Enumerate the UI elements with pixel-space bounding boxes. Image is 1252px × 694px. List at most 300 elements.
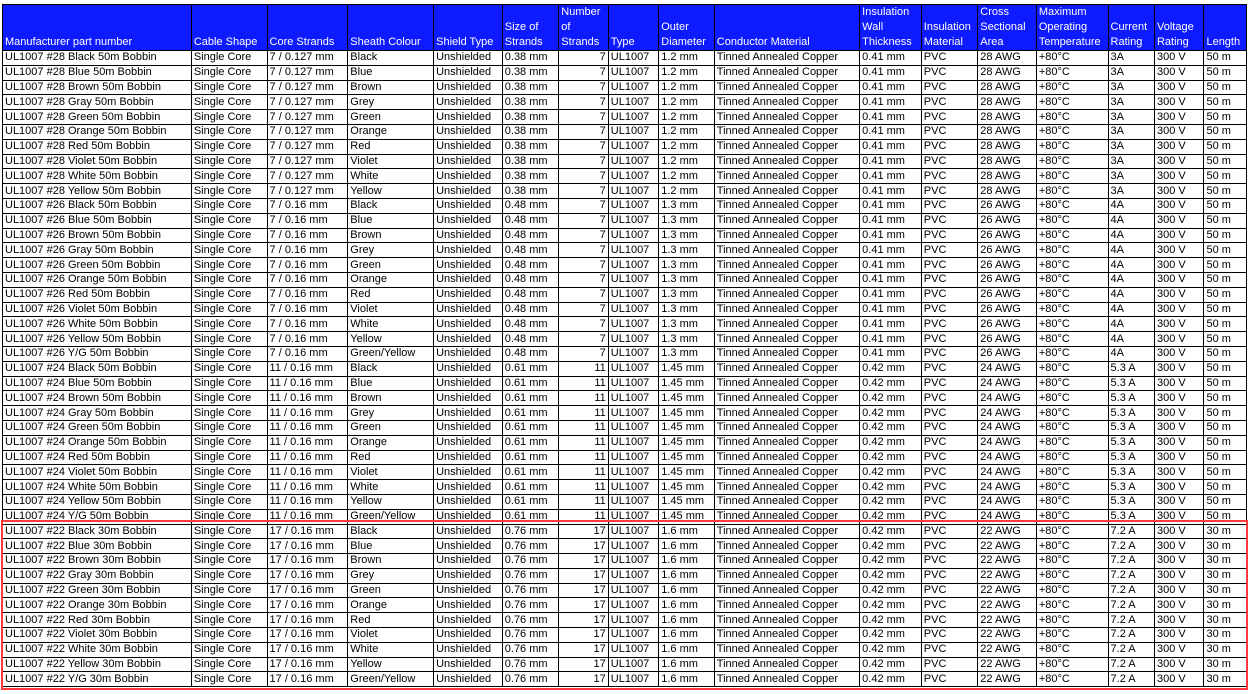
table-cell[interactable]: 50 m: [1204, 272, 1247, 287]
table-cell[interactable]: 7: [559, 51, 608, 66]
table-cell[interactable]: +80°C: [1036, 258, 1108, 273]
table-cell[interactable]: UL1007: [608, 302, 658, 317]
table-cell[interactable]: 7: [559, 154, 608, 169]
table-cell[interactable]: Single Core: [191, 613, 267, 628]
table-cell[interactable]: 50 m: [1204, 110, 1247, 125]
table-cell[interactable]: +80°C: [1036, 317, 1108, 332]
table-cell[interactable]: 11: [559, 435, 608, 450]
table-cell[interactable]: Unshielded: [434, 406, 503, 421]
column-header[interactable]: Sheath Colour: [348, 5, 434, 51]
table-cell[interactable]: 50 m: [1204, 198, 1247, 213]
table-cell[interactable]: 17 / 0.16 mm: [267, 568, 348, 583]
table-cell[interactable]: 50 m: [1204, 124, 1247, 139]
table-cell[interactable]: 300 V: [1154, 80, 1203, 95]
table-cell[interactable]: Single Core: [191, 420, 267, 435]
table-cell[interactable]: +80°C: [1036, 243, 1108, 258]
table-cell[interactable]: Unshielded: [434, 554, 503, 569]
table-cell[interactable]: UL1007: [608, 568, 658, 583]
table-cell[interactable]: 1.45 mm: [659, 450, 715, 465]
table-cell[interactable]: 1.3 mm: [659, 272, 715, 287]
table-cell[interactable]: 300 V: [1154, 287, 1203, 302]
table-cell[interactable]: 0.41 mm: [860, 272, 922, 287]
table-cell[interactable]: 300 V: [1154, 65, 1203, 80]
table-cell[interactable]: +80°C: [1036, 568, 1108, 583]
table-cell[interactable]: UL1007: [608, 480, 658, 495]
table-cell[interactable]: 3A: [1108, 65, 1154, 80]
table-cell[interactable]: Red: [348, 287, 434, 302]
table-cell[interactable]: +80°C: [1036, 376, 1108, 391]
table-cell[interactable]: Single Core: [191, 568, 267, 583]
table-cell[interactable]: 1.45 mm: [659, 480, 715, 495]
table-cell[interactable]: 24 AWG: [978, 480, 1037, 495]
column-header[interactable]: Cross Sectional Area: [978, 5, 1037, 51]
table-cell[interactable]: 26 AWG: [978, 213, 1037, 228]
table-cell[interactable]: Single Core: [191, 154, 267, 169]
table-cell[interactable]: 7 / 0.127 mm: [267, 154, 348, 169]
table-cell[interactable]: 300 V: [1154, 420, 1203, 435]
table-cell[interactable]: UL1007 #24 Yellow 50m Bobbin: [3, 494, 192, 509]
table-cell[interactable]: 22 AWG: [978, 598, 1037, 613]
table-cell[interactable]: Tinned Annealed Copper: [714, 391, 859, 406]
table-cell[interactable]: 0.42 mm: [860, 628, 922, 643]
table-cell[interactable]: UL1007 #22 Brown 30m Bobbin: [3, 554, 192, 569]
table-cell[interactable]: 4A: [1108, 213, 1154, 228]
table-cell[interactable]: 50 m: [1204, 169, 1247, 184]
table-cell[interactable]: UL1007: [608, 124, 658, 139]
table-cell[interactable]: 0.38 mm: [502, 80, 559, 95]
table-cell[interactable]: 50 m: [1204, 287, 1247, 302]
table-cell[interactable]: 7.2 A: [1108, 539, 1154, 554]
table-cell[interactable]: 7.2 A: [1108, 568, 1154, 583]
table-cell[interactable]: UL1007 #26 Gray 50m Bobbin: [3, 243, 192, 258]
table-cell[interactable]: 3A: [1108, 110, 1154, 125]
table-cell[interactable]: 0.42 mm: [860, 642, 922, 657]
table-cell[interactable]: 7: [559, 332, 608, 347]
table-cell[interactable]: PVC: [921, 154, 978, 169]
table-cell[interactable]: Single Core: [191, 184, 267, 199]
table-cell[interactable]: Tinned Annealed Copper: [714, 406, 859, 421]
table-cell[interactable]: +80°C: [1036, 346, 1108, 361]
table-cell[interactable]: UL1007: [608, 672, 658, 687]
table-cell[interactable]: 0.42 mm: [860, 524, 922, 539]
table-cell[interactable]: UL1007 #22 Y/G 30m Bobbin: [3, 672, 192, 687]
table-cell[interactable]: +80°C: [1036, 361, 1108, 376]
table-cell[interactable]: 17 / 0.16 mm: [267, 539, 348, 554]
table-cell[interactable]: 5.3 A: [1108, 391, 1154, 406]
table-cell[interactable]: Tinned Annealed Copper: [714, 435, 859, 450]
table-cell[interactable]: 0.48 mm: [502, 258, 559, 273]
table-cell[interactable]: 7 / 0.127 mm: [267, 184, 348, 199]
table-cell[interactable]: 26 AWG: [978, 272, 1037, 287]
table-cell[interactable]: 28 AWG: [978, 124, 1037, 139]
table-cell[interactable]: 0.41 mm: [860, 198, 922, 213]
table-cell[interactable]: +80°C: [1036, 598, 1108, 613]
table-cell[interactable]: Tinned Annealed Copper: [714, 154, 859, 169]
table-cell[interactable]: Single Core: [191, 524, 267, 539]
table-cell[interactable]: Black: [348, 524, 434, 539]
table-cell[interactable]: Unshielded: [434, 139, 503, 154]
table-cell[interactable]: Unshielded: [434, 539, 503, 554]
table-cell[interactable]: Unshielded: [434, 95, 503, 110]
table-cell[interactable]: 4A: [1108, 228, 1154, 243]
table-cell[interactable]: 300 V: [1154, 169, 1203, 184]
table-cell[interactable]: Tinned Annealed Copper: [714, 465, 859, 480]
table-cell[interactable]: White: [348, 480, 434, 495]
table-cell[interactable]: Unshielded: [434, 124, 503, 139]
table-cell[interactable]: 24 AWG: [978, 494, 1037, 509]
column-header[interactable]: Length: [1204, 5, 1247, 51]
table-cell[interactable]: 0.61 mm: [502, 480, 559, 495]
table-cell[interactable]: 50 m: [1204, 228, 1247, 243]
table-cell[interactable]: 0.48 mm: [502, 287, 559, 302]
table-cell[interactable]: PVC: [921, 376, 978, 391]
table-cell[interactable]: Green: [348, 583, 434, 598]
table-cell[interactable]: Unshielded: [434, 509, 503, 524]
table-cell[interactable]: UL1007: [608, 198, 658, 213]
table-cell[interactable]: 11 / 0.16 mm: [267, 420, 348, 435]
table-cell[interactable]: 0.61 mm: [502, 420, 559, 435]
table-cell[interactable]: +80°C: [1036, 302, 1108, 317]
table-cell[interactable]: PVC: [921, 302, 978, 317]
table-cell[interactable]: PVC: [921, 628, 978, 643]
table-cell[interactable]: Unshielded: [434, 51, 503, 66]
table-cell[interactable]: 0.42 mm: [860, 480, 922, 495]
table-cell[interactable]: 7: [559, 124, 608, 139]
table-cell[interactable]: Unshielded: [434, 583, 503, 598]
table-cell[interactable]: +80°C: [1036, 583, 1108, 598]
table-cell[interactable]: 11 / 0.16 mm: [267, 406, 348, 421]
table-cell[interactable]: +80°C: [1036, 287, 1108, 302]
table-cell[interactable]: 1.45 mm: [659, 376, 715, 391]
table-cell[interactable]: 300 V: [1154, 554, 1203, 569]
table-cell[interactable]: PVC: [921, 95, 978, 110]
table-cell[interactable]: Green: [348, 110, 434, 125]
table-cell[interactable]: Unshielded: [434, 465, 503, 480]
table-cell[interactable]: Tinned Annealed Copper: [714, 110, 859, 125]
table-cell[interactable]: Red: [348, 613, 434, 628]
column-header[interactable]: Insulation Wall Thickness: [860, 5, 922, 51]
table-cell[interactable]: 300 V: [1154, 406, 1203, 421]
table-cell[interactable]: 0.48 mm: [502, 243, 559, 258]
table-cell[interactable]: UL1007: [608, 95, 658, 110]
table-cell[interactable]: 0.48 mm: [502, 302, 559, 317]
table-cell[interactable]: PVC: [921, 169, 978, 184]
table-cell[interactable]: 7 / 0.16 mm: [267, 243, 348, 258]
table-cell[interactable]: 22 AWG: [978, 628, 1037, 643]
table-cell[interactable]: +80°C: [1036, 272, 1108, 287]
table-cell[interactable]: UL1007 #26 Blue 50m Bobbin: [3, 213, 192, 228]
table-cell[interactable]: 1.3 mm: [659, 317, 715, 332]
table-cell[interactable]: 1.6 mm: [659, 642, 715, 657]
table-cell[interactable]: 300 V: [1154, 243, 1203, 258]
table-cell[interactable]: 1.2 mm: [659, 65, 715, 80]
table-cell[interactable]: Single Core: [191, 95, 267, 110]
table-cell[interactable]: 0.41 mm: [860, 287, 922, 302]
table-cell[interactable]: Unshielded: [434, 391, 503, 406]
table-cell[interactable]: 50 m: [1204, 406, 1247, 421]
table-cell[interactable]: UL1007: [608, 613, 658, 628]
table-cell[interactable]: 50 m: [1204, 184, 1247, 199]
table-cell[interactable]: Grey: [348, 243, 434, 258]
table-cell[interactable]: UL1007 #22 Violet 30m Bobbin: [3, 628, 192, 643]
table-cell[interactable]: PVC: [921, 435, 978, 450]
table-cell[interactable]: Single Core: [191, 583, 267, 598]
table-cell[interactable]: 7 / 0.16 mm: [267, 258, 348, 273]
table-cell[interactable]: Tinned Annealed Copper: [714, 539, 859, 554]
table-cell[interactable]: 0.42 mm: [860, 672, 922, 687]
table-cell[interactable]: UL1007: [608, 243, 658, 258]
table-cell[interactable]: 7.2 A: [1108, 524, 1154, 539]
table-cell[interactable]: Single Core: [191, 376, 267, 391]
table-cell[interactable]: 50 m: [1204, 361, 1247, 376]
table-cell[interactable]: White: [348, 642, 434, 657]
table-cell[interactable]: 5.3 A: [1108, 480, 1154, 495]
table-cell[interactable]: Grey: [348, 568, 434, 583]
table-cell[interactable]: UL1007 #28 Violet 50m Bobbin: [3, 154, 192, 169]
table-cell[interactable]: 11 / 0.16 mm: [267, 480, 348, 495]
column-header[interactable]: Core Strands: [267, 5, 348, 51]
table-cell[interactable]: Violet: [348, 628, 434, 643]
table-cell[interactable]: Tinned Annealed Copper: [714, 51, 859, 66]
table-cell[interactable]: 1.3 mm: [659, 228, 715, 243]
table-cell[interactable]: 5.3 A: [1108, 465, 1154, 480]
table-cell[interactable]: +80°C: [1036, 154, 1108, 169]
column-header[interactable]: Number of Strands: [559, 5, 608, 51]
table-cell[interactable]: +80°C: [1036, 406, 1108, 421]
table-cell[interactable]: UL1007: [608, 272, 658, 287]
table-cell[interactable]: +80°C: [1036, 184, 1108, 199]
table-cell[interactable]: Yellow: [348, 332, 434, 347]
table-cell[interactable]: Orange: [348, 272, 434, 287]
table-cell[interactable]: UL1007 #28 Brown 50m Bobbin: [3, 80, 192, 95]
table-cell[interactable]: Unshielded: [434, 65, 503, 80]
table-cell[interactable]: 26 AWG: [978, 243, 1037, 258]
table-cell[interactable]: PVC: [921, 258, 978, 273]
table-cell[interactable]: Tinned Annealed Copper: [714, 169, 859, 184]
table-cell[interactable]: 17 / 0.16 mm: [267, 583, 348, 598]
table-cell[interactable]: 1.3 mm: [659, 198, 715, 213]
column-header[interactable]: Manufacturer part number: [3, 5, 192, 51]
table-cell[interactable]: UL1007 #28 Orange 50m Bobbin: [3, 124, 192, 139]
table-cell[interactable]: PVC: [921, 450, 978, 465]
table-cell[interactable]: 1.3 mm: [659, 346, 715, 361]
table-cell[interactable]: 1.2 mm: [659, 51, 715, 66]
table-cell[interactable]: 7.2 A: [1108, 583, 1154, 598]
table-cell[interactable]: 11 / 0.16 mm: [267, 391, 348, 406]
table-cell[interactable]: 50 m: [1204, 139, 1247, 154]
table-cell[interactable]: Single Core: [191, 361, 267, 376]
table-cell[interactable]: 7: [559, 317, 608, 332]
table-cell[interactable]: 24 AWG: [978, 450, 1037, 465]
table-cell[interactable]: 28 AWG: [978, 80, 1037, 95]
table-cell[interactable]: 50 m: [1204, 65, 1247, 80]
table-cell[interactable]: UL1007 #28 Gray 50m Bobbin: [3, 95, 192, 110]
table-cell[interactable]: +80°C: [1036, 420, 1108, 435]
table-cell[interactable]: Black: [348, 51, 434, 66]
table-cell[interactable]: PVC: [921, 51, 978, 66]
table-cell[interactable]: 0.38 mm: [502, 95, 559, 110]
table-cell[interactable]: 0.41 mm: [860, 317, 922, 332]
table-cell[interactable]: Grey: [348, 95, 434, 110]
table-cell[interactable]: 1.3 mm: [659, 287, 715, 302]
table-cell[interactable]: Tinned Annealed Copper: [714, 568, 859, 583]
table-cell[interactable]: Red: [348, 139, 434, 154]
table-cell[interactable]: UL1007: [608, 65, 658, 80]
table-cell[interactable]: PVC: [921, 657, 978, 672]
table-cell[interactable]: Unshielded: [434, 420, 503, 435]
table-cell[interactable]: 0.41 mm: [860, 80, 922, 95]
table-cell[interactable]: 0.76 mm: [502, 568, 559, 583]
table-cell[interactable]: UL1007 #22 Yellow 30m Bobbin: [3, 657, 192, 672]
table-cell[interactable]: UL1007: [608, 376, 658, 391]
table-cell[interactable]: PVC: [921, 346, 978, 361]
table-cell[interactable]: UL1007: [608, 317, 658, 332]
table-cell[interactable]: 0.61 mm: [502, 494, 559, 509]
table-cell[interactable]: UL1007 #28 Yellow 50m Bobbin: [3, 184, 192, 199]
table-cell[interactable]: 17: [559, 628, 608, 643]
table-cell[interactable]: PVC: [921, 613, 978, 628]
table-cell[interactable]: 17: [559, 613, 608, 628]
table-cell[interactable]: 1.45 mm: [659, 465, 715, 480]
table-cell[interactable]: 300 V: [1154, 480, 1203, 495]
table-cell[interactable]: 7.2 A: [1108, 672, 1154, 687]
table-cell[interactable]: 22 AWG: [978, 554, 1037, 569]
table-cell[interactable]: 24 AWG: [978, 435, 1037, 450]
table-cell[interactable]: 7 / 0.16 mm: [267, 228, 348, 243]
table-cell[interactable]: 0.38 mm: [502, 169, 559, 184]
table-cell[interactable]: 0.38 mm: [502, 51, 559, 66]
table-cell[interactable]: 11 / 0.16 mm: [267, 450, 348, 465]
table-cell[interactable]: Green/Yellow: [348, 672, 434, 687]
table-cell[interactable]: 17: [559, 524, 608, 539]
table-cell[interactable]: 17: [559, 539, 608, 554]
table-cell[interactable]: 11: [559, 376, 608, 391]
table-cell[interactable]: 1.45 mm: [659, 406, 715, 421]
table-cell[interactable]: UL1007 #26 Green 50m Bobbin: [3, 258, 192, 273]
table-cell[interactable]: Unshielded: [434, 361, 503, 376]
table-cell[interactable]: 0.42 mm: [860, 539, 922, 554]
table-cell[interactable]: 7 / 0.16 mm: [267, 272, 348, 287]
table-cell[interactable]: Unshielded: [434, 169, 503, 184]
table-cell[interactable]: 0.41 mm: [860, 302, 922, 317]
table-cell[interactable]: Unshielded: [434, 524, 503, 539]
table-cell[interactable]: Brown: [348, 80, 434, 95]
table-cell[interactable]: Brown: [348, 554, 434, 569]
table-cell[interactable]: 0.38 mm: [502, 139, 559, 154]
table-cell[interactable]: Tinned Annealed Copper: [714, 228, 859, 243]
table-cell[interactable]: Green/Yellow: [348, 346, 434, 361]
table-cell[interactable]: UL1007 #26 White 50m Bobbin: [3, 317, 192, 332]
table-cell[interactable]: 300 V: [1154, 198, 1203, 213]
table-cell[interactable]: Tinned Annealed Copper: [714, 450, 859, 465]
table-cell[interactable]: 7 / 0.16 mm: [267, 302, 348, 317]
table-cell[interactable]: Single Core: [191, 302, 267, 317]
table-cell[interactable]: 30 m: [1204, 672, 1247, 687]
table-cell[interactable]: UL1007 #22 Gray 30m Bobbin: [3, 568, 192, 583]
table-cell[interactable]: 0.48 mm: [502, 228, 559, 243]
table-cell[interactable]: 1.45 mm: [659, 420, 715, 435]
table-cell[interactable]: 300 V: [1154, 228, 1203, 243]
table-cell[interactable]: PVC: [921, 554, 978, 569]
table-cell[interactable]: 24 AWG: [978, 361, 1037, 376]
table-cell[interactable]: 50 m: [1204, 302, 1247, 317]
table-cell[interactable]: PVC: [921, 139, 978, 154]
table-cell[interactable]: UL1007: [608, 169, 658, 184]
table-cell[interactable]: 3A: [1108, 139, 1154, 154]
table-cell[interactable]: Unshielded: [434, 287, 503, 302]
table-cell[interactable]: 300 V: [1154, 184, 1203, 199]
table-cell[interactable]: 7 / 0.16 mm: [267, 287, 348, 302]
table-cell[interactable]: Unshielded: [434, 494, 503, 509]
table-cell[interactable]: 30 m: [1204, 583, 1247, 598]
table-cell[interactable]: PVC: [921, 480, 978, 495]
table-cell[interactable]: 11: [559, 420, 608, 435]
table-cell[interactable]: UL1007 #28 White 50m Bobbin: [3, 169, 192, 184]
table-cell[interactable]: 0.38 mm: [502, 154, 559, 169]
table-cell[interactable]: 300 V: [1154, 568, 1203, 583]
table-cell[interactable]: Unshielded: [434, 598, 503, 613]
table-cell[interactable]: UL1007 #22 Black 30m Bobbin: [3, 524, 192, 539]
table-cell[interactable]: Unshielded: [434, 272, 503, 287]
table-cell[interactable]: PVC: [921, 198, 978, 213]
table-cell[interactable]: 300 V: [1154, 524, 1203, 539]
table-cell[interactable]: 1.45 mm: [659, 361, 715, 376]
table-cell[interactable]: +80°C: [1036, 213, 1108, 228]
table-cell[interactable]: 4A: [1108, 198, 1154, 213]
table-cell[interactable]: 22 AWG: [978, 524, 1037, 539]
table-cell[interactable]: PVC: [921, 420, 978, 435]
column-header[interactable]: Current Rating: [1108, 5, 1154, 51]
table-cell[interactable]: 30 m: [1204, 657, 1247, 672]
table-cell[interactable]: +80°C: [1036, 539, 1108, 554]
column-header[interactable]: Cable Shape: [191, 5, 267, 51]
table-cell[interactable]: 0.48 mm: [502, 332, 559, 347]
table-cell[interactable]: 50 m: [1204, 435, 1247, 450]
table-cell[interactable]: 26 AWG: [978, 258, 1037, 273]
table-cell[interactable]: UL1007 #28 Green 50m Bobbin: [3, 110, 192, 125]
table-cell[interactable]: +80°C: [1036, 169, 1108, 184]
table-cell[interactable]: 17 / 0.16 mm: [267, 657, 348, 672]
table-cell[interactable]: PVC: [921, 583, 978, 598]
table-cell[interactable]: 0.42 mm: [860, 598, 922, 613]
table-cell[interactable]: 0.76 mm: [502, 583, 559, 598]
table-cell[interactable]: 1.2 mm: [659, 169, 715, 184]
table-cell[interactable]: 0.61 mm: [502, 509, 559, 524]
table-cell[interactable]: 300 V: [1154, 642, 1203, 657]
table-cell[interactable]: 0.41 mm: [860, 184, 922, 199]
table-cell[interactable]: 1.3 mm: [659, 332, 715, 347]
table-cell[interactable]: Green: [348, 258, 434, 273]
table-cell[interactable]: +80°C: [1036, 642, 1108, 657]
table-cell[interactable]: 7.2 A: [1108, 613, 1154, 628]
table-cell[interactable]: 4A: [1108, 243, 1154, 258]
table-cell[interactable]: 1.6 mm: [659, 539, 715, 554]
table-cell[interactable]: 0.41 mm: [860, 65, 922, 80]
table-cell[interactable]: UL1007: [608, 406, 658, 421]
table-cell[interactable]: 0.76 mm: [502, 657, 559, 672]
table-cell[interactable]: PVC: [921, 539, 978, 554]
table-cell[interactable]: Single Core: [191, 657, 267, 672]
table-cell[interactable]: 300 V: [1154, 332, 1203, 347]
table-cell[interactable]: 7: [559, 346, 608, 361]
table-cell[interactable]: 0.42 mm: [860, 406, 922, 421]
table-cell[interactable]: 300 V: [1154, 465, 1203, 480]
table-cell[interactable]: 0.48 mm: [502, 317, 559, 332]
table-cell[interactable]: 11 / 0.16 mm: [267, 376, 348, 391]
table-cell[interactable]: 5.3 A: [1108, 509, 1154, 524]
table-cell[interactable]: 11 / 0.16 mm: [267, 494, 348, 509]
table-cell[interactable]: Tinned Annealed Copper: [714, 258, 859, 273]
